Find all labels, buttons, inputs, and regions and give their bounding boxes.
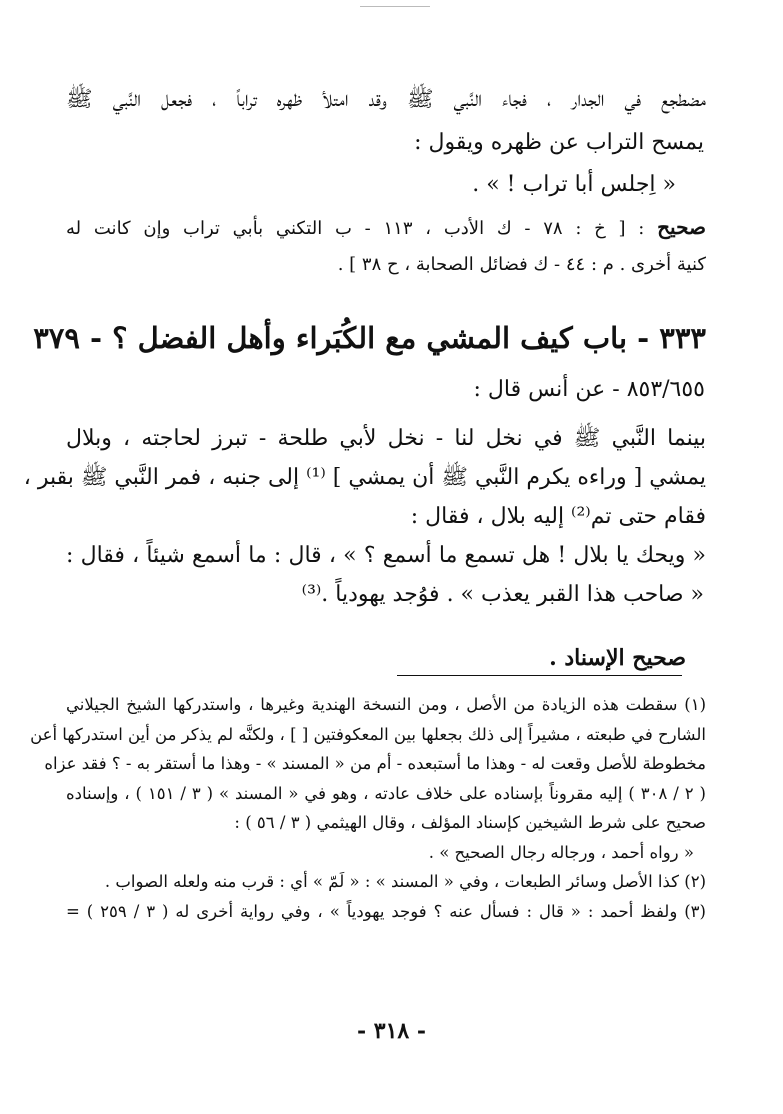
text-line: يمسح التراب عن ظهره ويقول : [414,130,704,155]
text-line: « ويحك يا بلال ! هل تسمع ما أسمع ؟ » ، قال : ما أسمع شيئاً ، فقال : [66,543,706,568]
sahih-line [66,213,706,243]
hadith-text [23,423,706,611]
text-line: مضطجع في الجدار ، فجاء النَّبي ﷺ وقد امتلأ ظهره تراباً ، فجعل النَّبي ﷺ [66,87,706,112]
text-line: « اِجلس أبا تراب ! » . [472,172,676,197]
top-rule [360,6,430,7]
footnote-separator [397,675,682,676]
text-line: يمشي [ وراءه يكرم النَّبي ﷺ أن يمشي ] ⁽¹⁾ إلى جنبه ، فمر النَّبي ﷺ بقبر ، [23,465,706,490]
footnote-line: (٣) ولفظ أحمد : « قال : فسأل عنه ؟ فوجد يهودياً » ، وفي رواية أخرى له ( ٣ / ٢٥٩ ) = [66,901,706,921]
footnote-line: (٢) كذا الأصل وسائر الطبعات ، وفي « المسند » : « لَمّ » أي : قرب منه ولعله الصواب . [104,872,706,891]
sahih-ref-text: : [ خ : ٧٨ - ك الأدب ، ١١٣ - ب التكني بأبي تراب وإن كانت له [66,218,645,239]
footnote-line: (١) سقطت هذه الزيادة من الأصل ، ومن النسخة الهندية وغيرها ، واستدركها الشيخ الجيلاني [66,695,706,714]
footnote-line: الشارح في طبعته ، مشيراً إلى ذلك بجعلها بين المعكوفتين [ ] ، ولكنَّه لم يذكر من أين استدركها أعن [30,724,706,744]
grade-block [66,642,706,674]
text-line: فقام حتى تم⁽²⁾ إليه بلال ، فقال : [410,504,706,529]
sahih-line-2: كنية أخرى . م : ٤٤ - ك فضائل الصحابة ، ح ٣٨ ] . [337,254,706,275]
footnote-line: ( ٢ / ٣٠٨ ) إليه مقروناً بإسناده على خلاف عادته ، وهو في « المسند » ( ٣ / ١٥١ ) ، وإسناده [66,783,706,803]
footnote-line: « رواه أحمد ، ورجاله رجال الصحيح » . [428,842,694,862]
text-line: بينما النَّبي ﷺ في نخل لنا - نخل لأبي طلحة - تبرز لحاجته ، وبلال [66,426,706,451]
grade-text: صحيح الإسناد . [549,645,686,671]
footnotes [30,690,706,926]
chapter-title: ٣٣٣ - باب كيف المشي مع الكُبَراء وأهل الفضل ؟ - ٣٧٩ [33,321,706,355]
footnote-line: مخطوطة للأصل وقعت له - وهذا ما أستبعده - أم من « المسند » - وهذا ما أستقر به - ؟ فقد عزاه [44,754,706,773]
opening-paragraph [66,84,706,201]
page-number: - ٣١٨ - [356,1018,427,1044]
hadith-number: ٨٥٣/٦٥٥ - عن أنس قال : [473,377,705,402]
footnote-line: صحيح على شرط الشيخين كإسناد المؤلف ، وقال الهيثمي ( ٣ / ٥٦ ) : [234,813,706,832]
sahih-reference [66,213,706,279]
sahih-label: صحيح [657,215,706,239]
text-line: « صاحب هذا القبر يعذب » . فوُجد يهودياً .⁽³⁾ [301,582,704,607]
